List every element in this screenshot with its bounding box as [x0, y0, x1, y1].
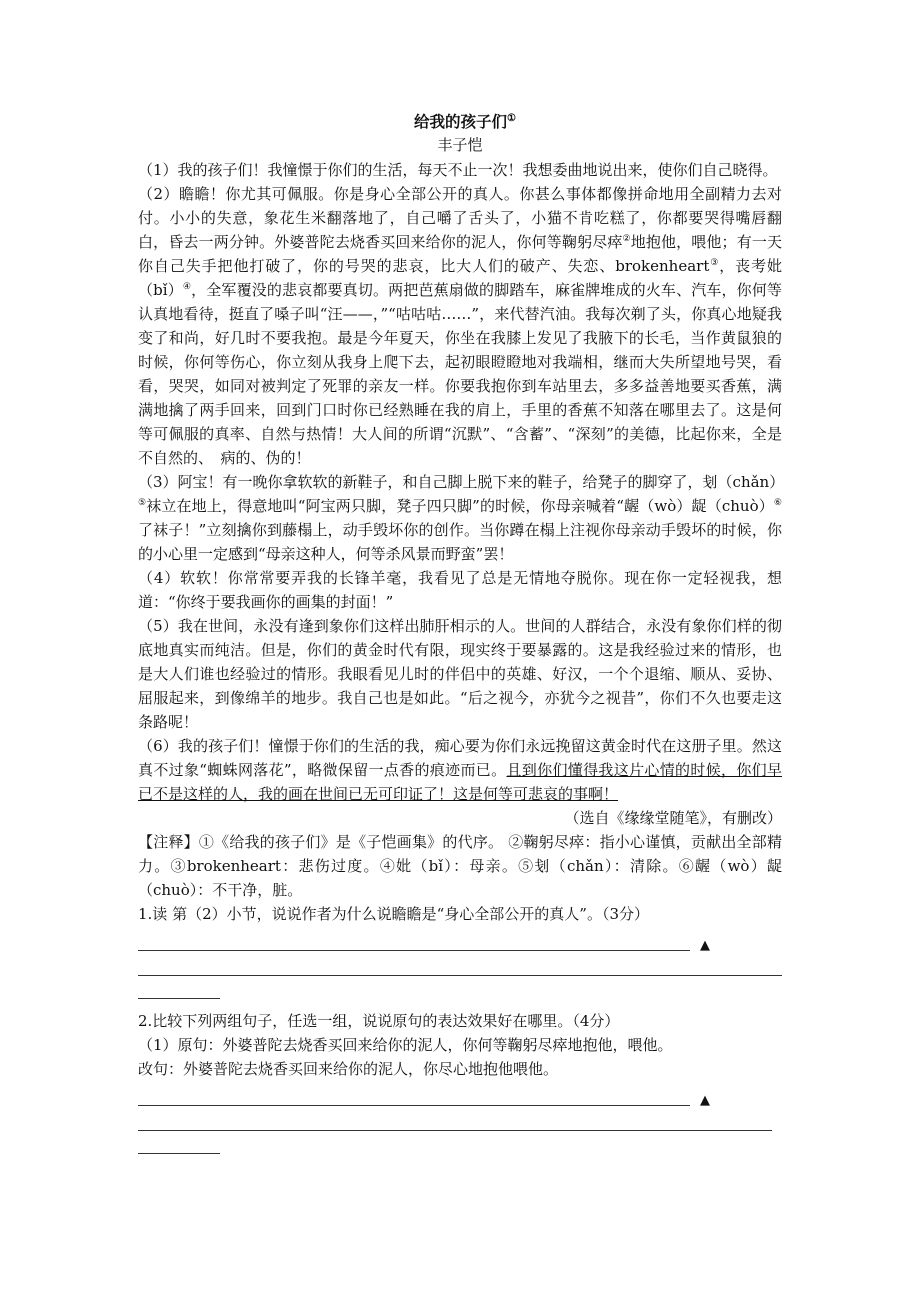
title-footnote-mark: ① [507, 112, 516, 124]
paragraph-2: （2）瞻瞻！你尤其可佩服。你是身心全部公开的真人。你甚么事体都像拼命地用全副精力去对付。小小的失意，象花生米翻落地了，自己嚼了舌头了，小猫不肯吃糕了，你都要哭得嘴唇翻白，昏去一两分钟。外婆普陀去烧香买回来给你的泥人，你何等鞠躬尽瘁②地抱他，喂他；有一天你自己失手把他打破了，你的号哭的悲哀，比大人们的破产、失恋、brokenheart③，丧考妣（bǐ）④，全军覆没的悲哀都要真切。两把芭蕉扇做的脚踏车，麻雀牌堆成的火车、汽车，你何等认真地看待，挺直了嗓子叫“汪——，”“咕咕咕……”，来代替汽油。我每次剃了头，你真心地疑我变了和尚，好几时不要我抱。最是今年夏天，你坐在我膝上发见了我腋下的长毛，当作黄鼠狼的时候，你何等伤心，你立刻从我身上爬下去，起初眼瞪瞪地对我端相，继而大失所望地号哭，看看，哭哭，如同对被判定了死罪的亲友一样。你要我抱你到车站里去，多多益善地要买香蕉，满满地擒了两手回来，回到门口时你已经熟睡在我的肩上，手里的香蕉不知落在哪里去了。这是何等可佩服的真率、自然与热情！大人间的所谓“沉默”、“含蓄”、“深刻”的美德，比起你来，全是不自然的、 病的、伪的！ [138, 185, 782, 467]
footnote-mark: ⑥ [773, 498, 782, 508]
paragraph-4: （4）软软！你常常要弄我的长锋羊毫，我看见了总是无情地夺脱你。现在你一定轻视我，想道：“你终于要我画你的画集的封面！” [138, 569, 782, 611]
footnote-mark: ④ [182, 282, 192, 292]
answer-line-stub [138, 1153, 220, 1154]
answer-line[interactable] [138, 951, 782, 976]
paragraph-6: （6）我的孩子们！憧憬于你们的生活的我，痴心要为你们永远挽留这黄金时代在这册子里。然这真不过象“蜘蛛网落花”，略微保留一点香的痕迹而已。且到你们懂得我这片心情的时候，你们早已不是这样的人，我的画在世间已无可印证了！这是何等可悲哀的事啊！ [138, 737, 782, 803]
underlined-sentence: 且到你们懂得我这片心情的时候，你们早已不是这样的人，我的画在世间已无可印证了！这是何等可悲哀的事啊！ [138, 761, 782, 803]
source-citation: （选自《缘缘堂随笔》，有删改） [564, 809, 782, 827]
footnote-mark: ② [622, 234, 631, 244]
answer-line[interactable] [138, 926, 710, 953]
paragraph-5: （5）我在世间，永没有逢到象你们这样出肺肝相示的人。世间的人群结合，永没有象你们样的彻底地真实而纯洁。但是，你们的黄金时代有限，现实终于要暴露的。这是我经验过来的情形，也是大人们谁也经验过的情形。我眼看见儿时的伴侣中的英雄、好汉，一个个退缩、顺从、妥协、屈服起来，到像绵羊的地步。我自己也是如此。“后之视今，亦犹今之视昔”，你们不久也要走这条路呢！ [138, 617, 782, 731]
footnote-mark: ③ [709, 258, 720, 268]
answer-marker-icon: ▲ [700, 1093, 710, 1108]
essay-title: 给我的孩子们① [414, 112, 516, 131]
question-2-original-sentence: （1）原句：外婆普陀去烧香买回来给你的泥人，你何等鞠躬尽瘁地抱他，喂他。 [138, 1036, 673, 1054]
document-page [138, 110, 785, 1154]
question-1: 1.读 第（2）小节，说说作者为什么说瞻瞻是“身心全部公开的真人”。（3分） [138, 905, 650, 923]
answer-line-stub [138, 998, 220, 999]
question-2: 2.比较下列两组句子，任选一组，说说原句的表达效果好在哪里。（4分） [138, 1012, 620, 1030]
answer-marker-icon: ▲ [700, 938, 710, 953]
annotation-notes: 【注释】①《给我的孩子们》是《子恺画集》的代序。 ②鞠躬尽瘁：指小心谨慎，贡献出全部精力。③brokenheart：悲伤过度。④妣（bǐ）：母亲。⑤刬（chǎn）：清除。⑥龌（wò）龊（chuò）：不干净，脏。 [138, 833, 782, 899]
answer-line[interactable] [138, 1106, 772, 1131]
question-2-revised-sentence: 改句：外婆普陀去烧香买回来给你的泥人，你尽心地抱他喂他。 [138, 1060, 559, 1078]
essay-author: 丰子恺 [437, 136, 483, 154]
paragraph-3: （3）阿宝！有一晚你拿软软的新鞋子，和自己脚上脱下来的鞋子，给凳子的脚穿了，刬（chǎn）⑤袜立在地上，得意地叫“阿宝两只脚，凳子四只脚”的时候，你母亲喊着“龌（wò）龊（chuò）⑥了袜子！”立刻擒你到藤榻上，动手毁坏你的创作。当你蹲在榻上注视你母亲动手毁坏的时候，你的小心里一定感到“母亲这种人，何等杀风景而野蛮”罢！ [138, 473, 785, 563]
footnote-mark: ⑤ [138, 498, 147, 508]
answer-line[interactable] [138, 1081, 710, 1108]
paragraph-1: （1）我的孩子们！我憧憬于你们的生活，每天不止一次！我想委曲地说出来，使你们自己晓得。 [138, 161, 778, 179]
